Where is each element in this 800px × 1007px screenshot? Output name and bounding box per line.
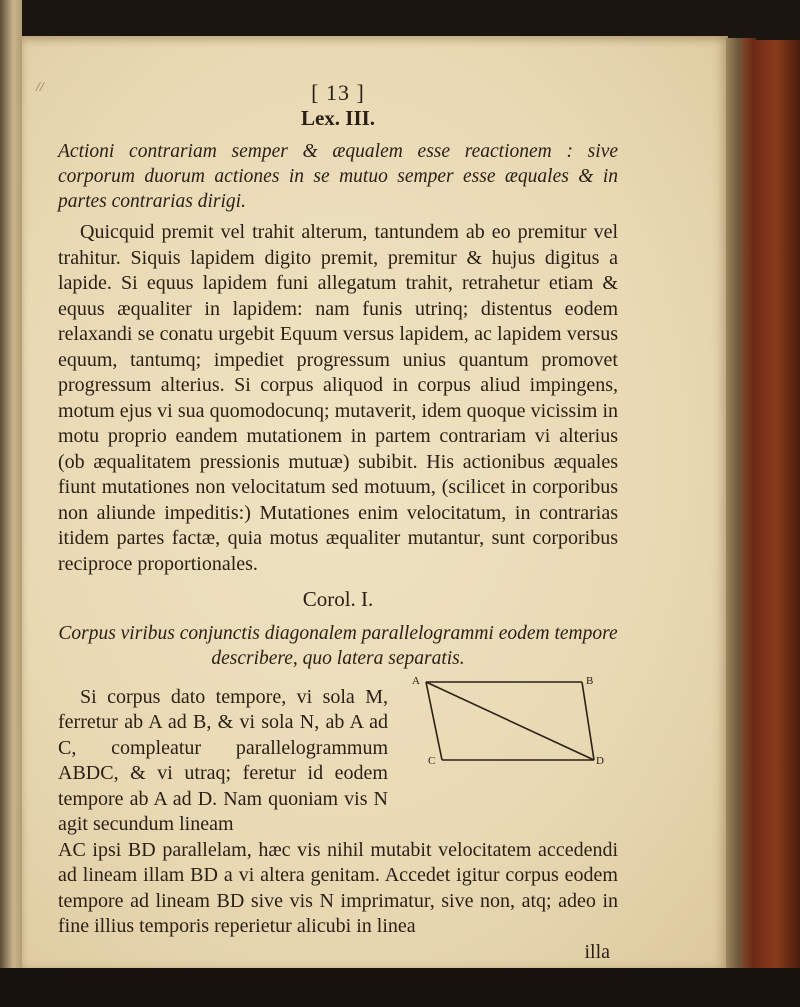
label-b: B (586, 675, 594, 687)
corollary-statement: Corpus viribus conjunctis diagonalem parallelogrammi eodem tempore describere, quo latera separatis. (58, 622, 618, 669)
law-statement: Actioni contrariam semper & æqualem esse reactionem : sive corporum duorum actiones in se mutuo semper esse æquales & in partes contrarias dirigi. (58, 141, 618, 212)
corollary-heading: Corol. I. (302, 587, 374, 611)
label-a: A (412, 675, 420, 687)
page-number: [ 13 ] (311, 80, 365, 105)
corollary-proof-wrapped: Si corpus dato tempore, vi sola M, ferretur ab A ad B, & vi sola N, ab A ad C, compleatur parallelogrammum ABDC, & vi utraq; feretur id eodem tempore ab A ad D. Nam quoniam vis N agit secundum lineam (58, 685, 388, 835)
page-text (58, 74, 618, 965)
parallelogram-diagram (404, 674, 604, 764)
label-c: C (428, 755, 436, 764)
facing-page-edge (0, 0, 22, 1007)
law-explanation-paragraph: Quicquid premit vel trahit alterum, tantundem ab eo premitur vel trahitur. Siquis lapidem digito premit, premitur & hujus digitus a lapide. Si equus lapidem funi allegatum trahit, retrahetur etiam & equus æqualiter in lapidem: nam funis utrinq; distentus eodem relaxandi se conatu urgebit Equum versus lapidem, ac lapidem versus equum, tantumq; impediet progressum unius quantum promovet progressum alterius. Si corpus aliquod in corpus aliud impingens, motum ejus vi sua quomodocunq; mutaverit, idem quoque vicissim in motu proprio eandem mutationem in partem contrariam vi alterius (ob æqualitatem pressionis mutuæ) subibit. His actionibus æquales fiunt mutationes non velocitatum sed motuum, (scilicet in corporibus non aliunde impeditis:) Mutationes enim velocitatum, in contrarias itidem partes factæ, quia motus æqualiter mutantur, sunt corporibus reciproce proportionales. (58, 221, 618, 575)
label-d: D (596, 755, 604, 764)
margin-pencil-mark: // (36, 80, 44, 95)
side-bd (582, 682, 594, 760)
diagonal-ad (426, 682, 594, 760)
book-cover-edge (752, 40, 800, 970)
law-heading: Lex. III. (300, 105, 376, 130)
corollary-proof-continued: AC ipsi BD parallelam, hæc vis nihil mutabit velocitatem accedendi ad lineam illam BD a vi altera genitam. Accedet igitur corpus eodem tempore ad lineam BD sive vis N imprimatur, sive non, atq; adeo in fine illius temporis reperietur alicubi in linea (58, 838, 618, 937)
side-ac (426, 682, 442, 760)
catchword: illa (584, 940, 610, 963)
bottom-shadow (0, 968, 800, 1007)
